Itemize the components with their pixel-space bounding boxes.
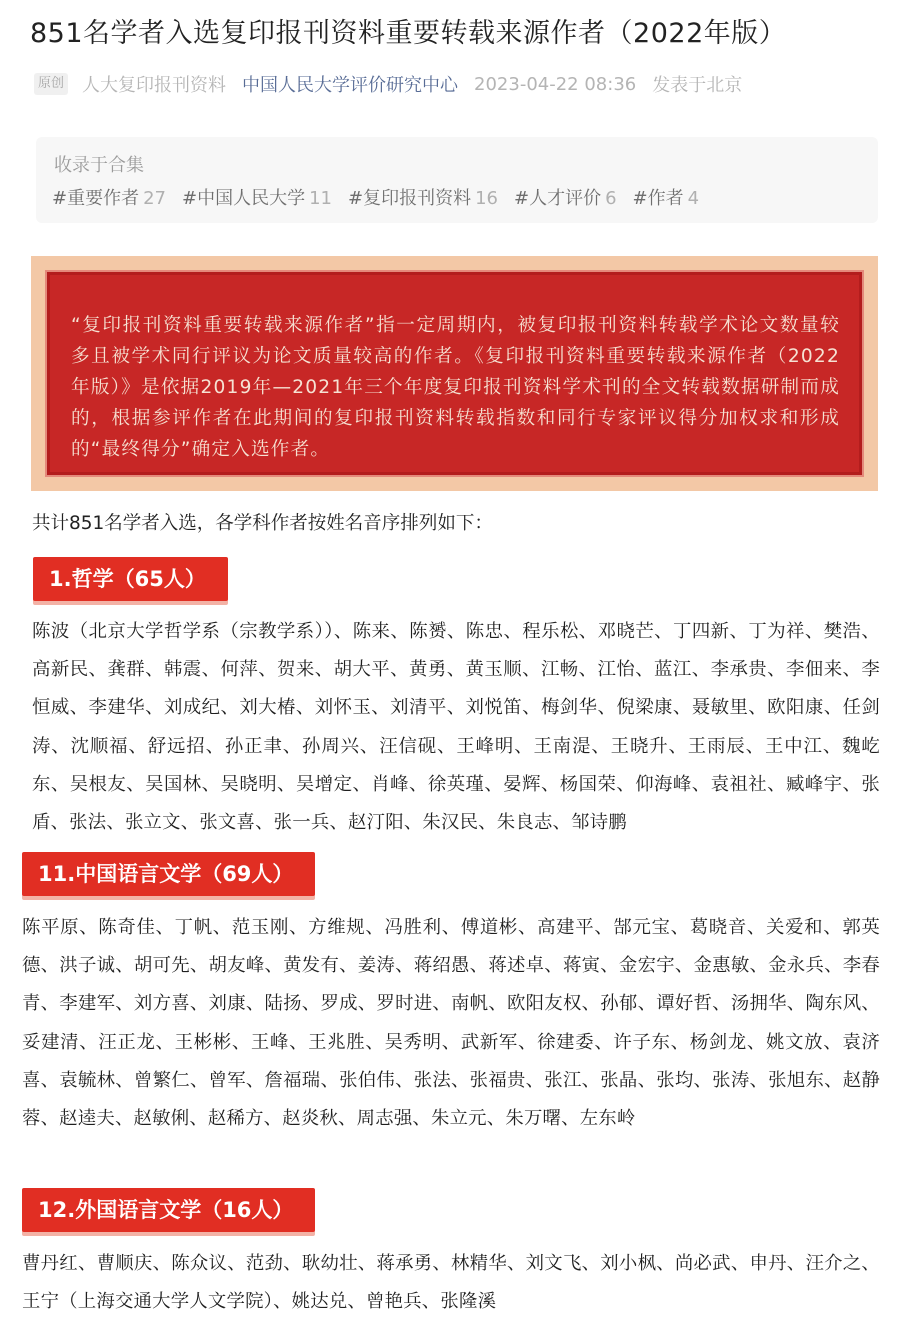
tag-count: 4 xyxy=(687,188,700,209)
collection-tag[interactable] xyxy=(182,184,332,210)
tag-count: 6 xyxy=(605,188,617,209)
article-meta xyxy=(34,70,742,98)
tag-count: 27 xyxy=(143,188,166,209)
intro-text: “复印报刊资料重要转载来源作者”指一定周期内，被复印报刊资料转载学术论文数量较多且被学术同行评议为论文质量较高的作者。《复印报刊资料重要转载来源作者（2022年版）》是依据2019年—2021年三个年度复印报刊资料学术刊的全文转载数据研制而成的，根据参评作者在此期间的复印报刊资料转载指数和同行专家评议得分加权求和形成的“最终得分”确定入选作者。 xyxy=(71,315,840,460)
publish-time: 2023-04-22 08:36 xyxy=(474,73,637,95)
tag-label: #作者 xyxy=(632,188,684,209)
section-heading-chinese-literature: 11.中国语言文学（69人） xyxy=(22,852,315,896)
account-link[interactable]: 中国人民大学评价研究中心 xyxy=(242,75,459,96)
tag-count: 16 xyxy=(475,188,498,209)
collection-tag[interactable] xyxy=(52,184,166,210)
collection-tag[interactable] xyxy=(633,184,700,210)
section-names-philosophy: 陈波（北京大学哲学系（宗教学系））、陈来、陈赟、陈忠、程乐松、邓晓芒、丁四新、丁为祥、樊浩、高新民、龚群、韩震、何萍、贺来、胡大平、黄勇、黄玉顺、江畅、江怡、蓝江、李承贵、李佃来、李恒威、李建华、刘成纪、刘大椿、刘怀玉、刘清平、刘悦笛、梅剑华、倪梁康、聂敏里、欧阳康、任剑涛、沈顺福、舒远招、孙正聿、孙周兴、汪信砚、王峰明、王南湜、王晓升、王雨辰、王中江、魏屹东、吴根友、吴国林、吴晓明、吴增定、肖峰、徐英瑾、晏辉、杨国荣、仰海峰、袁祖社、臧峰宇、张盾、张法、张立文、张文喜、张一兵、赵汀阳、朱汉民、朱良志、邹诗鹏 xyxy=(32,621,880,834)
collection-box xyxy=(36,137,878,223)
article-title: 851名学者入选复印报刊资料重要转载来源作者（2022年版） xyxy=(30,18,787,49)
source-name: 人大复印报刊资料 xyxy=(82,75,227,96)
section-names-foreign-literature: 曹丹红、曹顺庆、陈众议、范劲、耿幼壮、蒋承勇、林精华、刘文飞、刘小枫、尚必武、申丹、汪介之、王宁（上海交通大学人文学院）、姚达兑、曾艳兵、张隆溪 xyxy=(22,1253,880,1313)
section-names-chinese-literature: 陈平原、陈奇佳、丁帆、范玉刚、方维规、冯胜利、傅道彬、高建平、郜元宝、葛晓音、关爱和、郭英德、洪子诚、胡可先、胡友峰、黄发有、姜涛、蒋绍愚、蒋述卓、蒋寅、金宏宇、金惠敏、金永兵、李春青、李建军、刘方喜、刘康、陆扬、罗成、罗时进、南帆、欧阳友权、孙郁、谭好哲、汤拥华、陶东风、妥建清、汪正龙、王彬彬、王峰、王兆胜、吴秀明、武新军、徐建委、许子东、杨剑龙、姚文放、袁济喜、袁毓林、曾繁仁、曾军、詹福瑞、张伯伟、张法、张福贵、张江、张晶、张均、张涛、张旭东、赵静蓉、赵逵夫、赵敏俐、赵稀方、赵炎秋、周志强、朱立元、朱万曙、左东岭 xyxy=(22,917,880,1130)
tag-label: #人才评价 xyxy=(514,188,602,209)
publish-location: 发表于北京 xyxy=(652,75,743,96)
tag-label: #中国人民大学 xyxy=(182,188,306,209)
tag-label: #复印报刊资料 xyxy=(348,188,472,209)
section-heading-foreign-literature: 12.外国语言文学（16人） xyxy=(22,1188,315,1232)
intro-banner xyxy=(31,256,878,491)
intro-panel xyxy=(45,270,864,477)
collection-heading: 收录于合集 xyxy=(54,155,144,176)
tag-label: #重要作者 xyxy=(52,188,140,209)
collection-tags xyxy=(52,184,715,210)
original-badge: 原创 xyxy=(34,73,68,95)
collection-tag[interactable] xyxy=(348,184,498,210)
tag-count: 11 xyxy=(309,188,332,209)
collection-tag[interactable] xyxy=(514,184,617,210)
summary-text: 共计851名学者入选，各学科作者按姓名音序排列如下： xyxy=(32,513,493,534)
section-heading-philosophy: 1.哲学（65人） xyxy=(33,557,228,601)
